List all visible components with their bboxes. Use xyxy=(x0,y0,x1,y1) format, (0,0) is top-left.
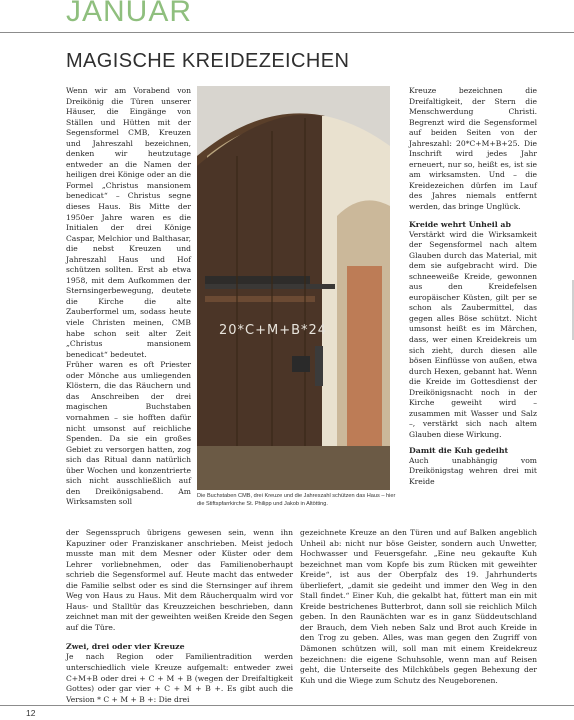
column-bottom-left xyxy=(66,528,293,705)
header-rule xyxy=(0,32,574,33)
article-title: MAGISCHE KREIDEZEICHEN xyxy=(66,50,350,72)
paragraph: Kreuze bezeichnen die Dreifaltigkeit, der Stern die Menschwerdung Christi. Begrenzt wird die Segensformel auf beiden Seiten von der Jahreszahl: 20*C+M+B+25. Die Inschrift wird jedes Jahr erneuert, nur so, heißt es, ist sie am wirksamsten. Und – die Kreidezeichen dürfen im Lauf des Jahres niemals entfernt werden, das bringe Unglück. xyxy=(409,86,537,212)
page-number: 12 xyxy=(26,708,36,718)
paragraph: Wenn wir am Vorabend von Dreikönig die Türen unserer Häuser, die Eingänge von Ställen und Hütten mit der Segensformel CMB, Kreuzen und Jahreszahl bezeichnen, denken wir heutzutage entweder an die Namen der heiligen drei Könige oder an die Formel „Christus mansionem benedicat“ – Christus segne dieses Haus. Bis Mitte der 1950er Jahre waren es die Initialen der drei Könige Caspar, Melchior und Balthasar, die nebst Kreuzen und Jahreszahl Haus und Hof schützen sollten. Erst ab etwa 1958, mit dem Aufkommen der Sternsingerbewegung, deutete die Kirche die alte Zauberformel um, sodass heute viele Christen meinen, CMB habe schon seit alter Zeit „Christus mansionem benedicat“ bedeutet. xyxy=(66,86,191,359)
section-heading: Zwei, drei oder vier Kreuze xyxy=(66,642,185,652)
month-heading: JANUAR xyxy=(66,0,193,28)
church-door-photo xyxy=(197,86,390,490)
section-heading: Damit die Kuh gedeiht xyxy=(409,445,509,455)
column-left xyxy=(66,86,191,508)
door-inscription: 20*C+M+B*24 xyxy=(219,323,328,338)
paragraph: Auch unabhängig vom Dreikönigstag wehren drei mit Kreide xyxy=(409,455,537,486)
paragraph: Früher waren es oft Priester oder Mönche aus umliegenden Klöstern, die das Räuchern und das Anschreiben der drei magischen Buchstaben vornahmen – sie hofften dafür nicht umsonst auf reichliche Spenden. Da sie ein großes Gebiet zu versorgen hatten, zog sich das Ritual dann natürlich über Wochen und konzentrierte sich nicht ausschließlich auf den Dreikönigsabend. Am Wirksamsten soll xyxy=(66,360,191,507)
paragraph: Je nach Region oder Familientradition werden unterschiedlich viele Kreuze aufgemalt: entweder zwei C+M+B oder drei + C + M + B (wegen der Dreifaltigkeit Gottes) oder gar vier + C + M + B +. Es gibt auch die Version * C + M + B +: Die drei xyxy=(66,652,293,704)
column-right xyxy=(409,86,537,487)
column-bottom-right xyxy=(300,528,537,686)
photo-caption: Die Buchstaben CMB, drei Kreuze und die Jahreszahl schützen das Haus – hier die Stiftspfarrkirche St. Philipp und Jakob in Altötting. xyxy=(197,493,396,507)
door-illustration xyxy=(197,86,390,490)
paragraph: der Segensspruch übrigens gewesen sein, wenn ihn Kapuziner oder Franziskaner anschrieben. Meist jedoch musste man mit dem Mesner oder Küster oder dem Lehrer vorliebnehmen, oder das Familienoberhaupt schrieb die Segensformel auf. Heute macht das entweder die Familie selbst oder es sind die Sternsinger auf ihrem Weg von Haus zu Haus. Mit dem Räucherqualm wird vor Haus- und Stalltür das Kreuzzeichen beschrieben, dann zeichnet man mit der geweihten weißen Kreide den Segen auf die Türe. xyxy=(66,528,293,632)
paragraph: gezeichnete Kreuze an den Türen und auf Balken angeblich Unheil ab: nicht nur böse Geister, sondern auch Unwetter, Hochwasser und Feuersgefahr. „Eine neu gekaufte Kuh bezeichnet man vom Kopfe bis zum Rücken mit geweihter Kreide“, ist aus der Oberpfalz des 19. Jahrhunderts überliefert, „damit sie gedeiht und immer den Weg in den Stall findet.“ Einer Kuh, die gekalbt hat, füttert man ein mit Kreide bestrichenes Butterbrot, dann soll sie reichlich Milch geben. In den Raunächten war es in ganz Süddeutschland der Brauch, dem Vieh neben Salz und Brot auch Kreide in den Trog zu geben. Alles, was man gegen den Zugriff von Dämonen schützen will, soll man mit einem Kreidekreuz bezeichnen: die eigene Schuhsohle, wenn man auf Reisen geht, die Unterseite des Milchkübels gegen Behexung der Kuh und die Wiege zum Schutz des Neugeborenen. xyxy=(300,528,537,685)
section-heading: Kreide wehrt Unheil ab xyxy=(409,219,511,229)
paragraph: Verstärkt wird die Wirksamkeit der Segensformel nach altem Glauben durch das Material, mit dem sie aufgebracht wird. Die schneeweiße Kreide, gewonnen aus den Kreidefelsen europäischer Küsten, gilt per se schon als Zaubermittel, das gegen alles Böse schützt. Nicht umsonst heißt es im Märchen, dass, wer einen Kreidekreis um sich zieht, durch diesen alle bösen Einflüsse von außen, etwa durch Hexen, gebannt hat. Wenn die Kreide im Gottesdienst der Dreikönigsnacht noch in der Kirche geweiht wird – zusammen mit Wasser und Salz –, verstärkt sich nach altem Glauben diese Wirkung. xyxy=(409,229,537,439)
footer-rule xyxy=(0,705,574,706)
